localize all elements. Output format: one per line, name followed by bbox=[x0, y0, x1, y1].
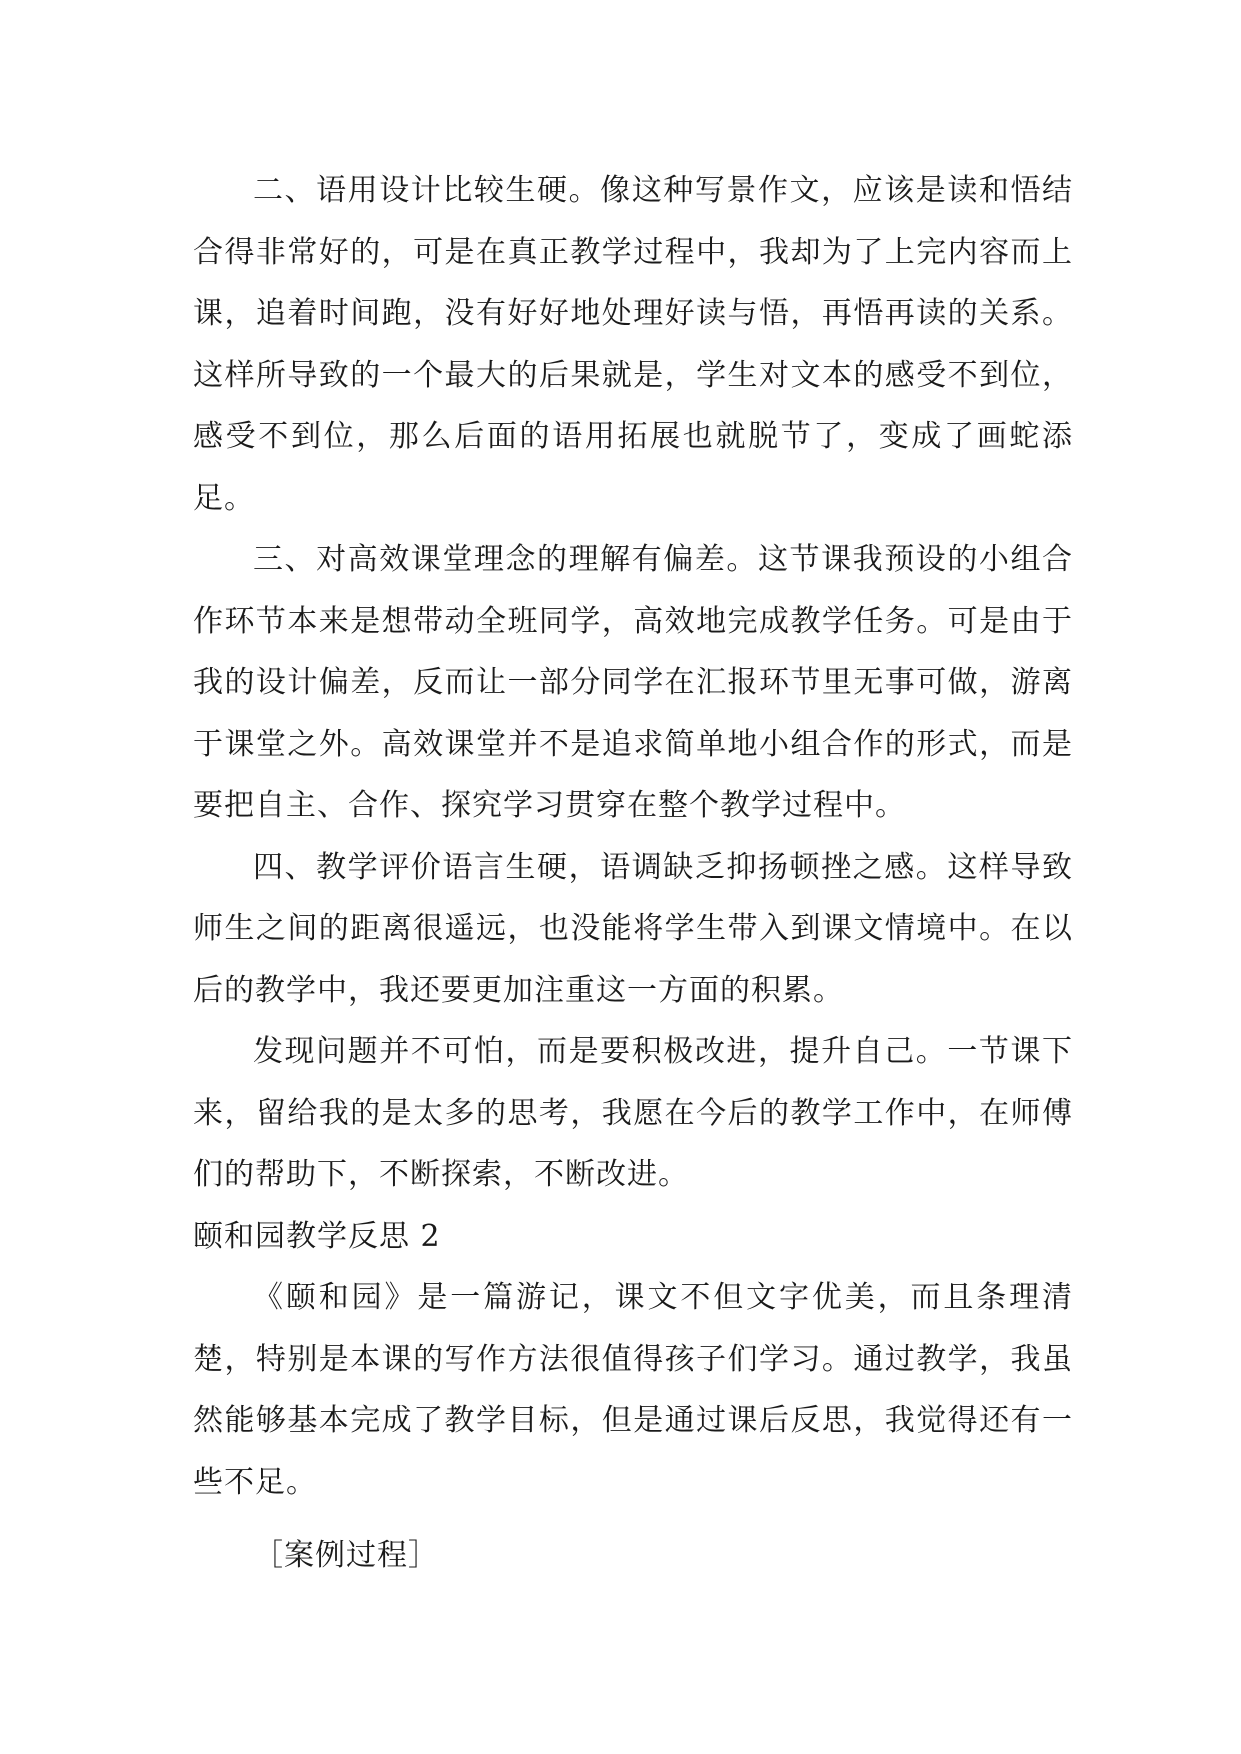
paragraph-point-four: 四、教学评价语言生硬，语调缺乏抑扬顿挫之感。这样导致师生之间的距离很遥远，也没能将学生带入到课文情境中。在以后的教学中，我还要更加注重这一方面的积累。 bbox=[193, 849, 1073, 1008]
document-body bbox=[193, 160, 1073, 1587]
paragraph-intro: 《颐和园》是一篇游记，课文不但文字优美，而且条理清楚，特别是本课的写作方法很值得孩子们学习。通过教学，我虽然能够基本完成了教学目标，但是通过课后反思，我觉得还有一些不足。 bbox=[193, 1280, 1073, 1500]
paragraph-point-two: 二、语用设计比较生硬。像这种写景作文，应该是读和悟结合得非常好的，可是在真正教学过程中，我却为了上完内容而上课，追着时间跑，没有好好地处理好读与悟，再悟再读的关系。这样所导致的一个最大的后果就是，学生对文本的感受不到位，感受不到位，那么后面的语用拓展也就脱节了，变成了画蛇添足。 bbox=[193, 173, 1073, 516]
paragraph-point-three: 三、对高效课堂理念的理解有偏差。这节课我预设的小组合作环节本来是想带动全班同学，高效地完成教学任务。可是由于我的设计偏差，反而让一部分同学在汇报环节里无事可做，游离于课堂之外。高效课堂并不是追求简单地小组合作的形式，而是要把自主、合作、探究学习贯穿在整个教学过程中。 bbox=[193, 542, 1073, 823]
section-title: 颐和园教学反思 2 bbox=[193, 1218, 441, 1254]
paragraph-conclusion: 发现问题并不可怕，而是要积极改进，提升自己。一节课下来，留给我的是太多的思考，我愿在今后的教学工作中，在师傅们的帮助下，不断探索，不断改进。 bbox=[193, 1034, 1073, 1192]
paragraph-case-process: ［案例过程］ bbox=[253, 1538, 439, 1573]
